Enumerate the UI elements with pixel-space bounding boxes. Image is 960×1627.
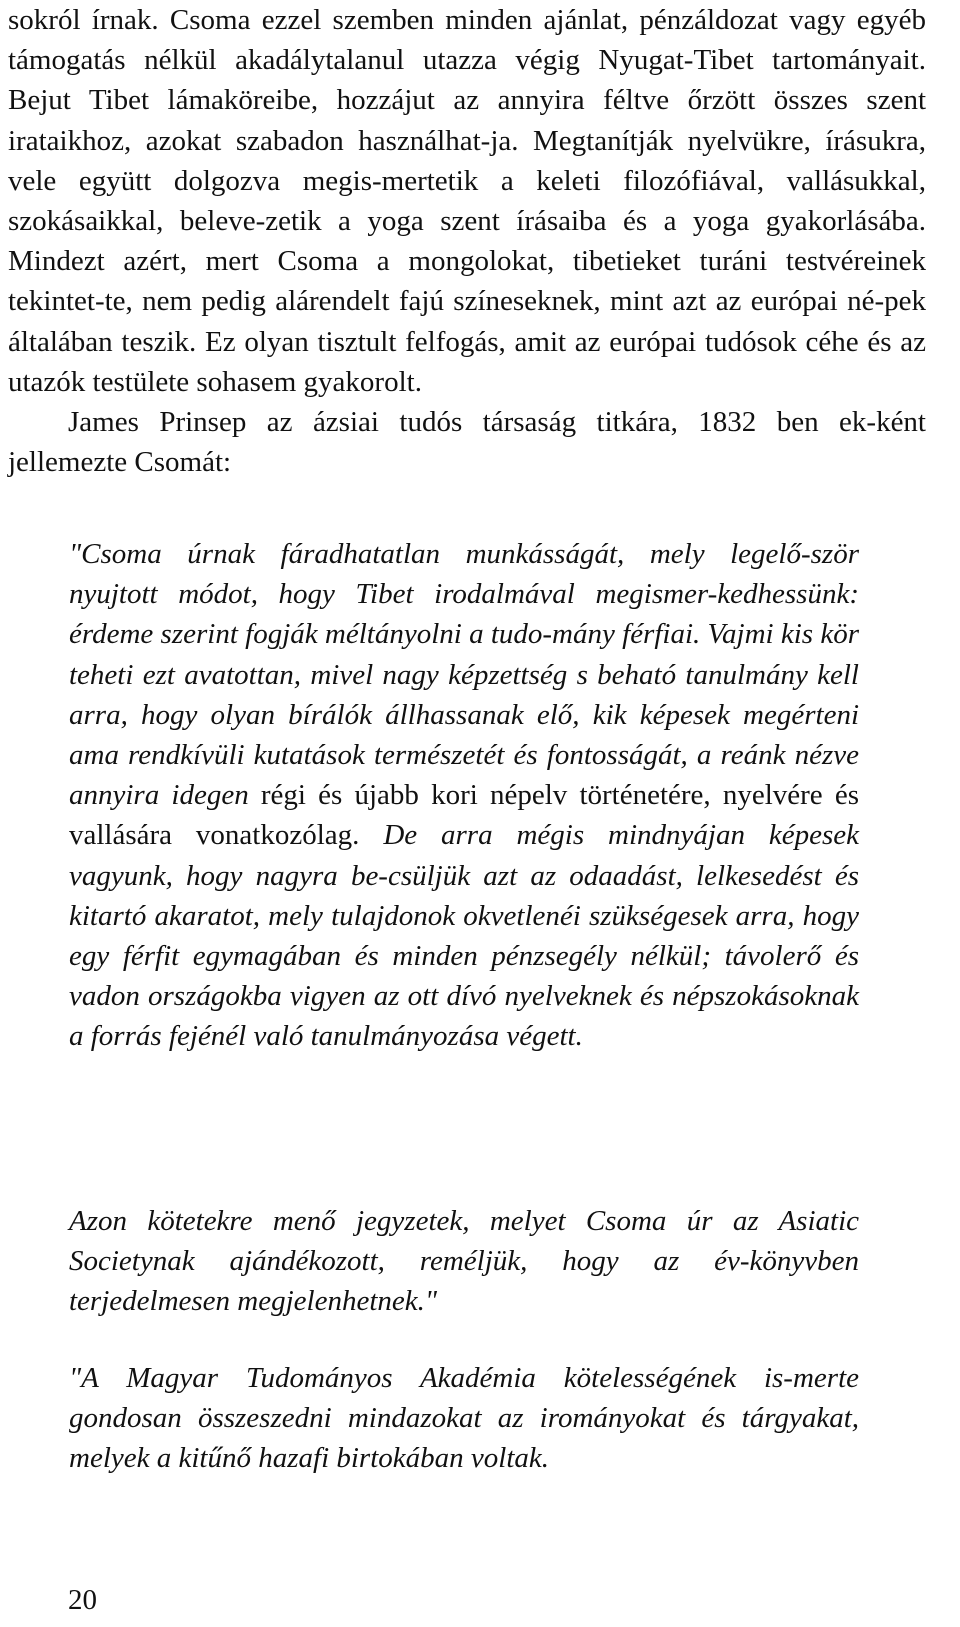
quote-1-roman-middle: régi és újabb kori népelv történetére, nyelvére és vallására vonatkozólag. — [69, 779, 860, 852]
paragraph-2: James Prinsep az ázsiai tudós társaság titkára, 1832 ben ek-ként jellemezte Csomát: — [8, 406, 926, 479]
quote-1-italic-end: De arra mégis mindnyájan képesek vagyunk, hogy nagyra be-csüljük azt az odaadást, lelkesedést és kitartó akaratot, mely tulajdonok okvetlenéi szükségesek arra, hogy egy férfit egymagában és minden pénzsegély nélkül; távolerő és vadon országokba vigyen az ott dívó nyelveknek és népszokásoknak a forrás fejénél való tanulmányozása végett. — [69, 819, 859, 1053]
academy-quote: "A Magyar Tudományos Akadémia kötelességének is-merte gondosan összeszedni mindazokat az irományokat és tárgyakat, melyek a kitűnő hazafi birtokában voltak. — [69, 1362, 859, 1475]
body-text — [8, 0, 926, 482]
page-number: 20 — [68, 1584, 97, 1616]
prinsep-quote-continuation: Azon kötetekre menő jegyzetek, melyet Csoma úr az Asiatic Societynak ajándékozott, reméljük, hogy az év-könyvben terjedelmesen megjelenhetnek." — [69, 1205, 859, 1318]
quote-1-italic-start: "Csoma úrnak fáradhatatlan munkásságát, mely legelő-ször nyujtott módot, hogy Tibet irodalmával megismer-kedhessünk: érdeme szerint fogják méltányolni a tudo-mány férfiai. Vajmi kis kör teheti ezt avatottan, mivel nagy képzettség s beható tanulmány kell arra, hogy olyan bírálók állhassanak elő, kik képesek megérteni ama rendkívüli kutatások természetét és fontosságát, a reánk nézve annyira idegen — [69, 538, 859, 812]
prinsep-quote — [69, 534, 859, 1057]
paragraph-1: sokról írnak. Csoma ezzel szemben minden ajánlat, pénzáldozat vagy egyéb támogatás nélkül akadálytalanul utazza végig Nyugat-Tibet tartományait. Bejut Tibet lámaköreibe, hozzájut az annyira féltve őrzött összes szent irataikhoz, azokat szabadon használhat-ja. Megtanítják nyelvükre, írásukra, vele együtt dolgozva megis-mertetik a keleti filozófiával, vallásukkal, szokásaikkal, beleve-zetik a yoga szent írásaiba és a yoga gyakorlásába. Mindezt azért, mert Csoma a mongolokat, tibetieket turáni testvéreinek tekintet-te, nem pedig alárendelt fajú színeseknek, mint azt az európai né-pek általában teszik. Ez olyan tisztult felfogás, amit az európai tudósok céhe és az utazók testülete sohasem gyakorolt. — [8, 4, 926, 398]
